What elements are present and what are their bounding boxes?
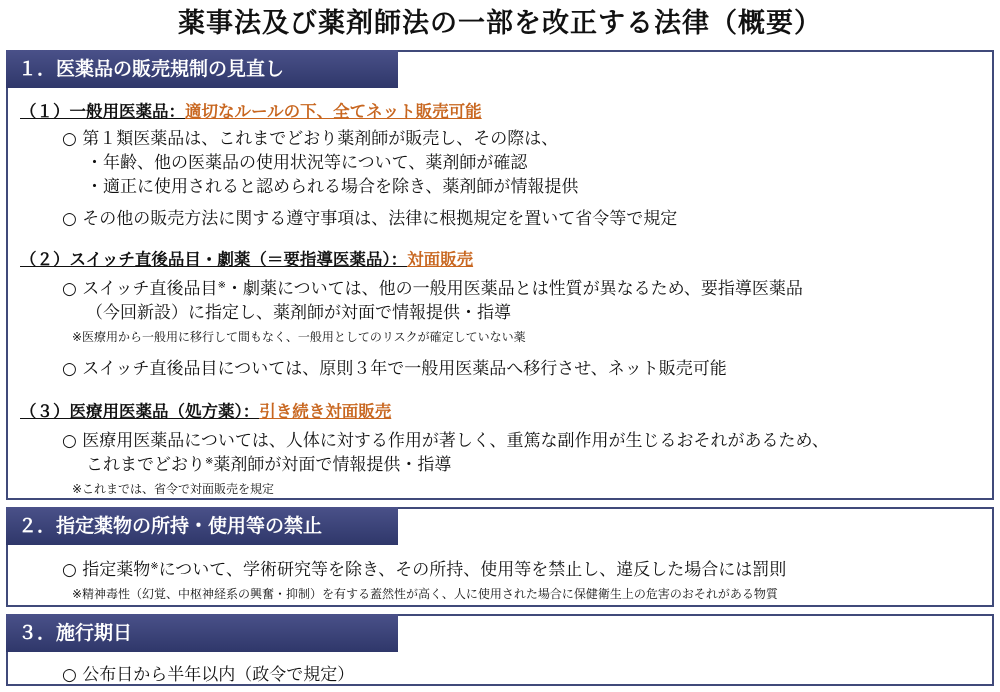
subsection-guidance-highlight: 対面販売 <box>407 250 474 269</box>
guidance-item-1 <box>62 274 803 299</box>
otc-item-1-bullet-2: ・適正に使用されると認められる場合を除き、薬剤師が情報提供 <box>86 177 579 197</box>
designated-item-text-a: ○ 指定薬物 <box>62 560 151 580</box>
footnote-mark: ※ <box>205 456 214 467</box>
section-effective-date <box>6 614 994 686</box>
prescription-note: ※これまでは、省令で対面販売を規定 <box>72 482 275 496</box>
guidance-item-1-text-a: ○ スイッチ直後品目 <box>62 279 218 299</box>
guidance-note: ※医療用から一般用に移行して間もなく、一般用としてのリスクが確定していない薬 <box>72 330 526 344</box>
subsection-prescription <box>20 398 391 422</box>
section-1-header: １．医薬品の販売規制の見直し <box>6 50 398 88</box>
section-2-header: ２．指定薬物の所持・使用等の禁止 <box>6 507 398 545</box>
section-sales-regulation <box>6 50 994 500</box>
effective-date-item: ○ 公布日から半年以内（政令で規定） <box>62 665 355 685</box>
guidance-item-2: ○ スイッチ直後品目については、原則３年で一般用医薬品へ移行させ、ネット販売可能 <box>62 359 727 379</box>
designated-item <box>62 555 786 580</box>
footnote-mark: ※ <box>150 561 159 572</box>
guidance-item-1-line-2: （今回新設）に指定し、薬剤師が対面で情報提供・指導 <box>86 303 511 323</box>
otc-item-1: ○ 第１類医薬品は、これまでどおり薬剤師が販売し、その際は、 <box>62 129 559 149</box>
subsection-otc <box>20 98 482 122</box>
prescription-item-1: ○ 医療用医薬品については、人体に対する作用が著しく、重篤な副作用が生じるおそれがあるため、 <box>62 431 829 451</box>
otc-item-1-bullet-1: ・年齢、他の医薬品の使用状況等について、薬剤師が確認 <box>86 153 528 173</box>
subsection-prescription-label: （３）医療用医薬品（処方薬）： <box>20 402 260 421</box>
prescription-item-text-b: 薬剤師が対面で情報提供・指導 <box>213 455 452 475</box>
designated-note: ※精神毒性（幻覚、中枢神経系の興奮・抑制）を有する蓋然性が高く、人に使用された場合に保健衛生上の危害のおそれがある物質 <box>72 587 778 601</box>
subsection-guidance-drugs <box>20 246 473 270</box>
footnote-mark: ※ <box>217 280 226 291</box>
designated-item-text-b: について、学術研究等を除き、その所持、使用等を禁止し、違反した場合には罰則 <box>158 560 787 580</box>
section-3-header: ３．施行期日 <box>6 614 398 652</box>
otc-item-2: ○ その他の販売方法に関する遵守事項は、法律に根拠規定を置いて省令等で規定 <box>62 209 678 229</box>
page-title: 薬事法及び薬剤師法の一部を改正する法律（概要） <box>178 8 822 39</box>
subsection-guidance-label: （２）スイッチ直後品目・劇薬（＝要指導医薬品）： <box>20 250 408 269</box>
section-designated-substances <box>6 507 994 607</box>
guidance-item-1-text-b: ・劇薬については、他の一般用医薬品とは性質が異なるため、要指導医薬品 <box>225 279 803 299</box>
subsection-otc-highlight: 適切なルールの下、全てネット販売可能 <box>185 102 482 121</box>
prescription-item-text-a: これまでどおり <box>86 455 205 475</box>
subsection-otc-label: （１）一般用医薬品： <box>20 102 185 121</box>
subsection-prescription-highlight: 引き続き対面販売 <box>259 402 392 421</box>
prescription-item-1-line-2 <box>86 450 451 475</box>
